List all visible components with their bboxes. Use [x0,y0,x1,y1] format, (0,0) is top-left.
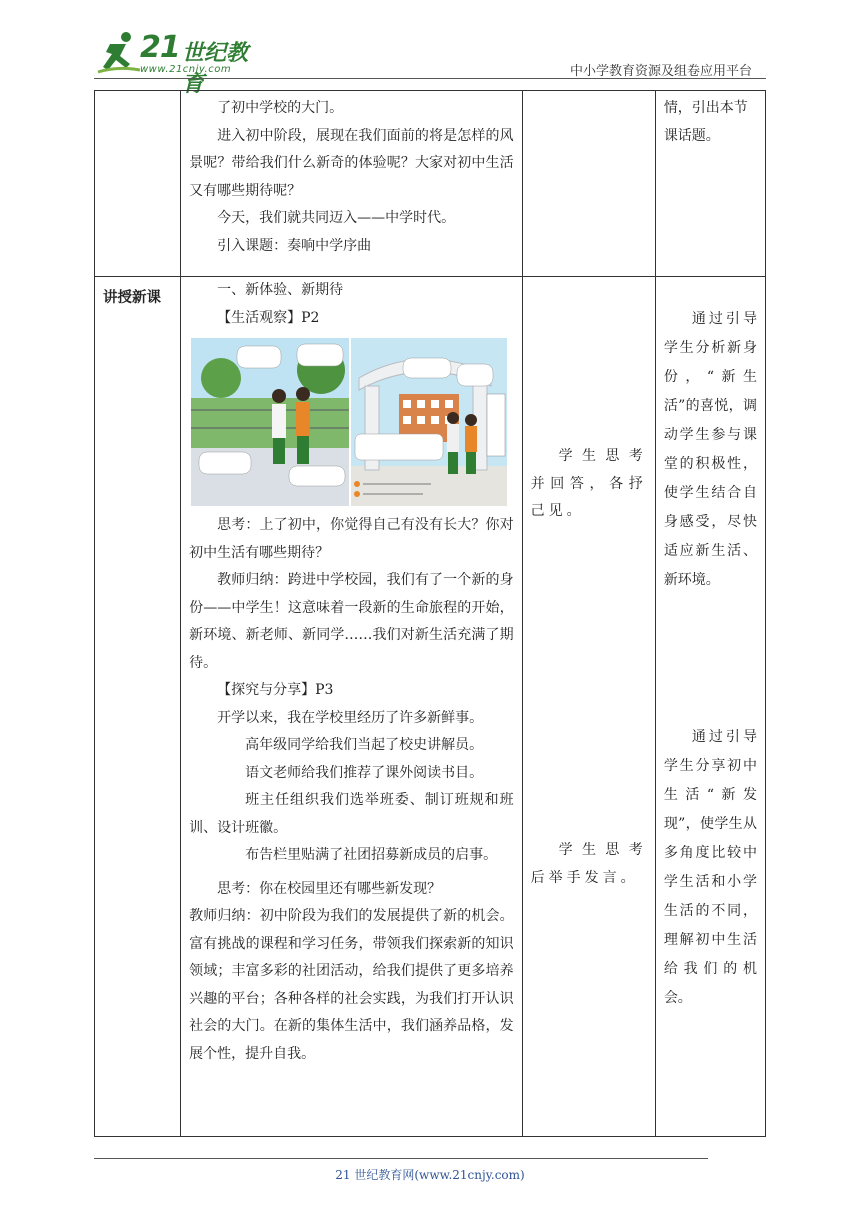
logo-text: 世纪教育 [182,41,249,97]
think-question: 思考：上了初中，你觉得自己有没有长大？你对初中生活有哪些期待？ [189,517,514,561]
section-heading: 一、新体验、新期待 [217,282,344,298]
observe-label: 【生活观察】P2 [217,309,320,326]
table-row [95,277,766,1137]
paragraph: 情，引出本节课话题。 [663,100,748,144]
teacher-summary: 教师归纳：初中阶段为我们的发展提供了新的机会。富有挑战的课程和学习任务，带领我们探索新的知识领域；丰富多彩的社团活动，给我们提供了更多培养兴趣的平台；各种各样的社会实践，为我们打开认识社会的大门。在新的集体生活中，我们涵养品格，发展个性，提升自我。 [189,908,514,1062]
design-intent: 通过引导学生分享初中生活“新发现”，使学生从多角度比较中学生活和小学生活的不同，理解初中生活给我们的机会。 [663,729,757,1006]
teacher-summary: 教师归纳：跨进中学校园，我们有了一个新的身份——中学生！这意味着一段新的生命旅程的开始，新环境、新老师、新同学……我们对新生活充满了期待。 [189,572,514,671]
design-intent-cell [655,277,765,1137]
platform-tagline: 中小学教育资源及组卷应用平台 [569,64,752,79]
site-logo[interactable] [96,30,266,97]
list-item: 布告栏里贴满了社团招募新成员的启事。 [245,847,498,863]
student-activity-cell [522,277,655,1137]
list-item: 班主任组织我们选举班委、制订班规和班训、设计班徽。 [189,792,514,836]
design-intent-cell [655,91,765,277]
footer-divider [94,1158,708,1159]
footer-link[interactable]: 21 世纪教育网(www.21cnjy.com) [335,1168,525,1182]
explore-label: 【探究与分享】P3 [217,682,334,698]
student-activity: 学生思考后举手发言。 [530,842,647,886]
paragraph: 了初中学校的大门。 [217,100,344,116]
header-divider [94,78,766,79]
table-row [95,91,766,277]
section-label-cell [95,91,181,277]
student-activity-cell [522,91,655,277]
think-question: 思考：你在校园里还有哪些新发现？ [217,880,442,897]
list-item: 高年级同学给我们当起了校史讲解员。 [245,737,484,753]
teacher-activity-cell [181,277,523,1137]
list-item: 语文老师给我们推荐了课外阅读书目。 [245,764,484,781]
paragraph: 开学以来，我在学校里经历了许多新鲜事。 [217,709,484,726]
logo-number: 21 [140,30,180,65]
student-activity: 学生思考并回答，各抒己见。 [530,448,647,519]
section-label: 讲授新课 [103,290,161,306]
runner-icon [96,30,142,76]
section-label-cell [95,277,181,1137]
page-header [0,0,860,97]
paragraph: 今天，我们就共同迈入——中学时代。 [217,210,456,226]
life-observation-illustration [191,338,507,506]
logo-url: www.21cnjy.com [140,64,232,75]
paragraph: 引入课题：奏响中学序曲 [217,237,372,254]
design-intent: 通过引导学生分析新身份，“新生活”的喜悦，调动学生参与课堂的积极性，使学生结合自身感受，尽快适应新生活、新环境。 [663,311,757,588]
paragraph: 进入初中阶段，展现在我们面前的将是怎样的风景呢？带给我们什么新奇的体验呢？大家对初中生活又有哪些期待呢？ [189,127,514,199]
teacher-activity-cell [181,91,523,277]
lesson-plan-table [94,90,766,1137]
